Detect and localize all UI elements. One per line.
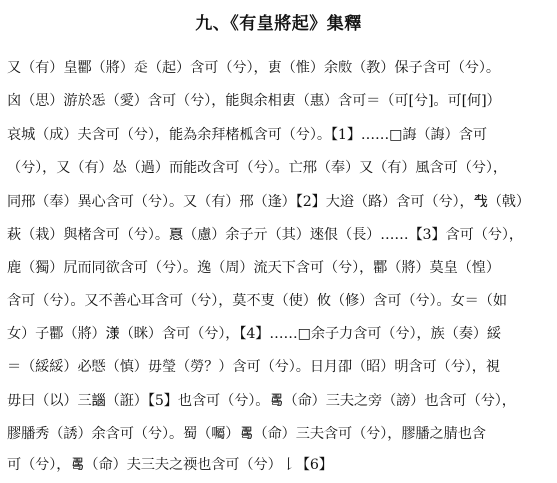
text-line-10: ＝（綏綏）必𢟪（慎）毋瑩（勞？）含可（兮）。日月卲（昭）明含可（兮），視	[7, 359, 500, 375]
text-line-1: 又（有）皇𨟠（將）𧺆（起）含可（兮），叀（惟）余𢾅（教）保子含可（兮）。	[7, 60, 500, 76]
text-line-9: 女）子𨟠（將）𣻌（眯）含可（兮），【4】……□余子力含可（兮），族（奏）綏	[7, 326, 501, 342]
text-line-12: 膠膰秀（誘）余含可（兮）。蜀（囑）𠷎（命）三夫含可（兮），膠膰之腈也含	[7, 426, 486, 442]
text-line-2: 囟（思）游於㤅（愛）含可（兮），能與余相叀（惠）含可＝（可[兮]。可[何]）	[7, 93, 501, 109]
document-title: 九、《有皇將起》集釋	[195, 14, 362, 34]
text-line-11: 毋曰（以）三𧩣（誑）【5】也含可（兮）。𠷎（命）三夫之旁（謗）也含可（兮），	[7, 393, 516, 409]
text-line-4: （兮），又（有）怂（過）而能改含可（兮）。亡郉（奉）又（有）風含可（兮），	[7, 160, 507, 176]
text-line-13: 可（兮），𠷎（命）夫三夫之䙇也含可（兮）𠄌【6】	[7, 457, 333, 473]
text-line-3: 哀城（成）夫含可（兮），能為余拜楮柧含可（兮）。【1】……□誨（誨）含可	[7, 127, 487, 143]
text-line-8: 含可（兮）。又不善心耳含可（兮），莫不叓（使）攸（修）含可（兮）。女＝（如	[7, 293, 507, 309]
text-line-5: 同郉（奉）異心含可（兮）。又（有）郉（逢）【2】大逧（路）含可（兮），𢦔（戟）	[7, 194, 530, 210]
text-line-7: 鹿（獨）凥而同欲含可（兮）。逸（周）流天下含可（兮），𨟠（將）莫皇（惶）	[7, 260, 500, 276]
text-line-6: 萩（栽）與楮含可（兮）。𢝊（慮）余子亓（其）逨佷（長）……【3】含可（兮），	[7, 227, 523, 243]
